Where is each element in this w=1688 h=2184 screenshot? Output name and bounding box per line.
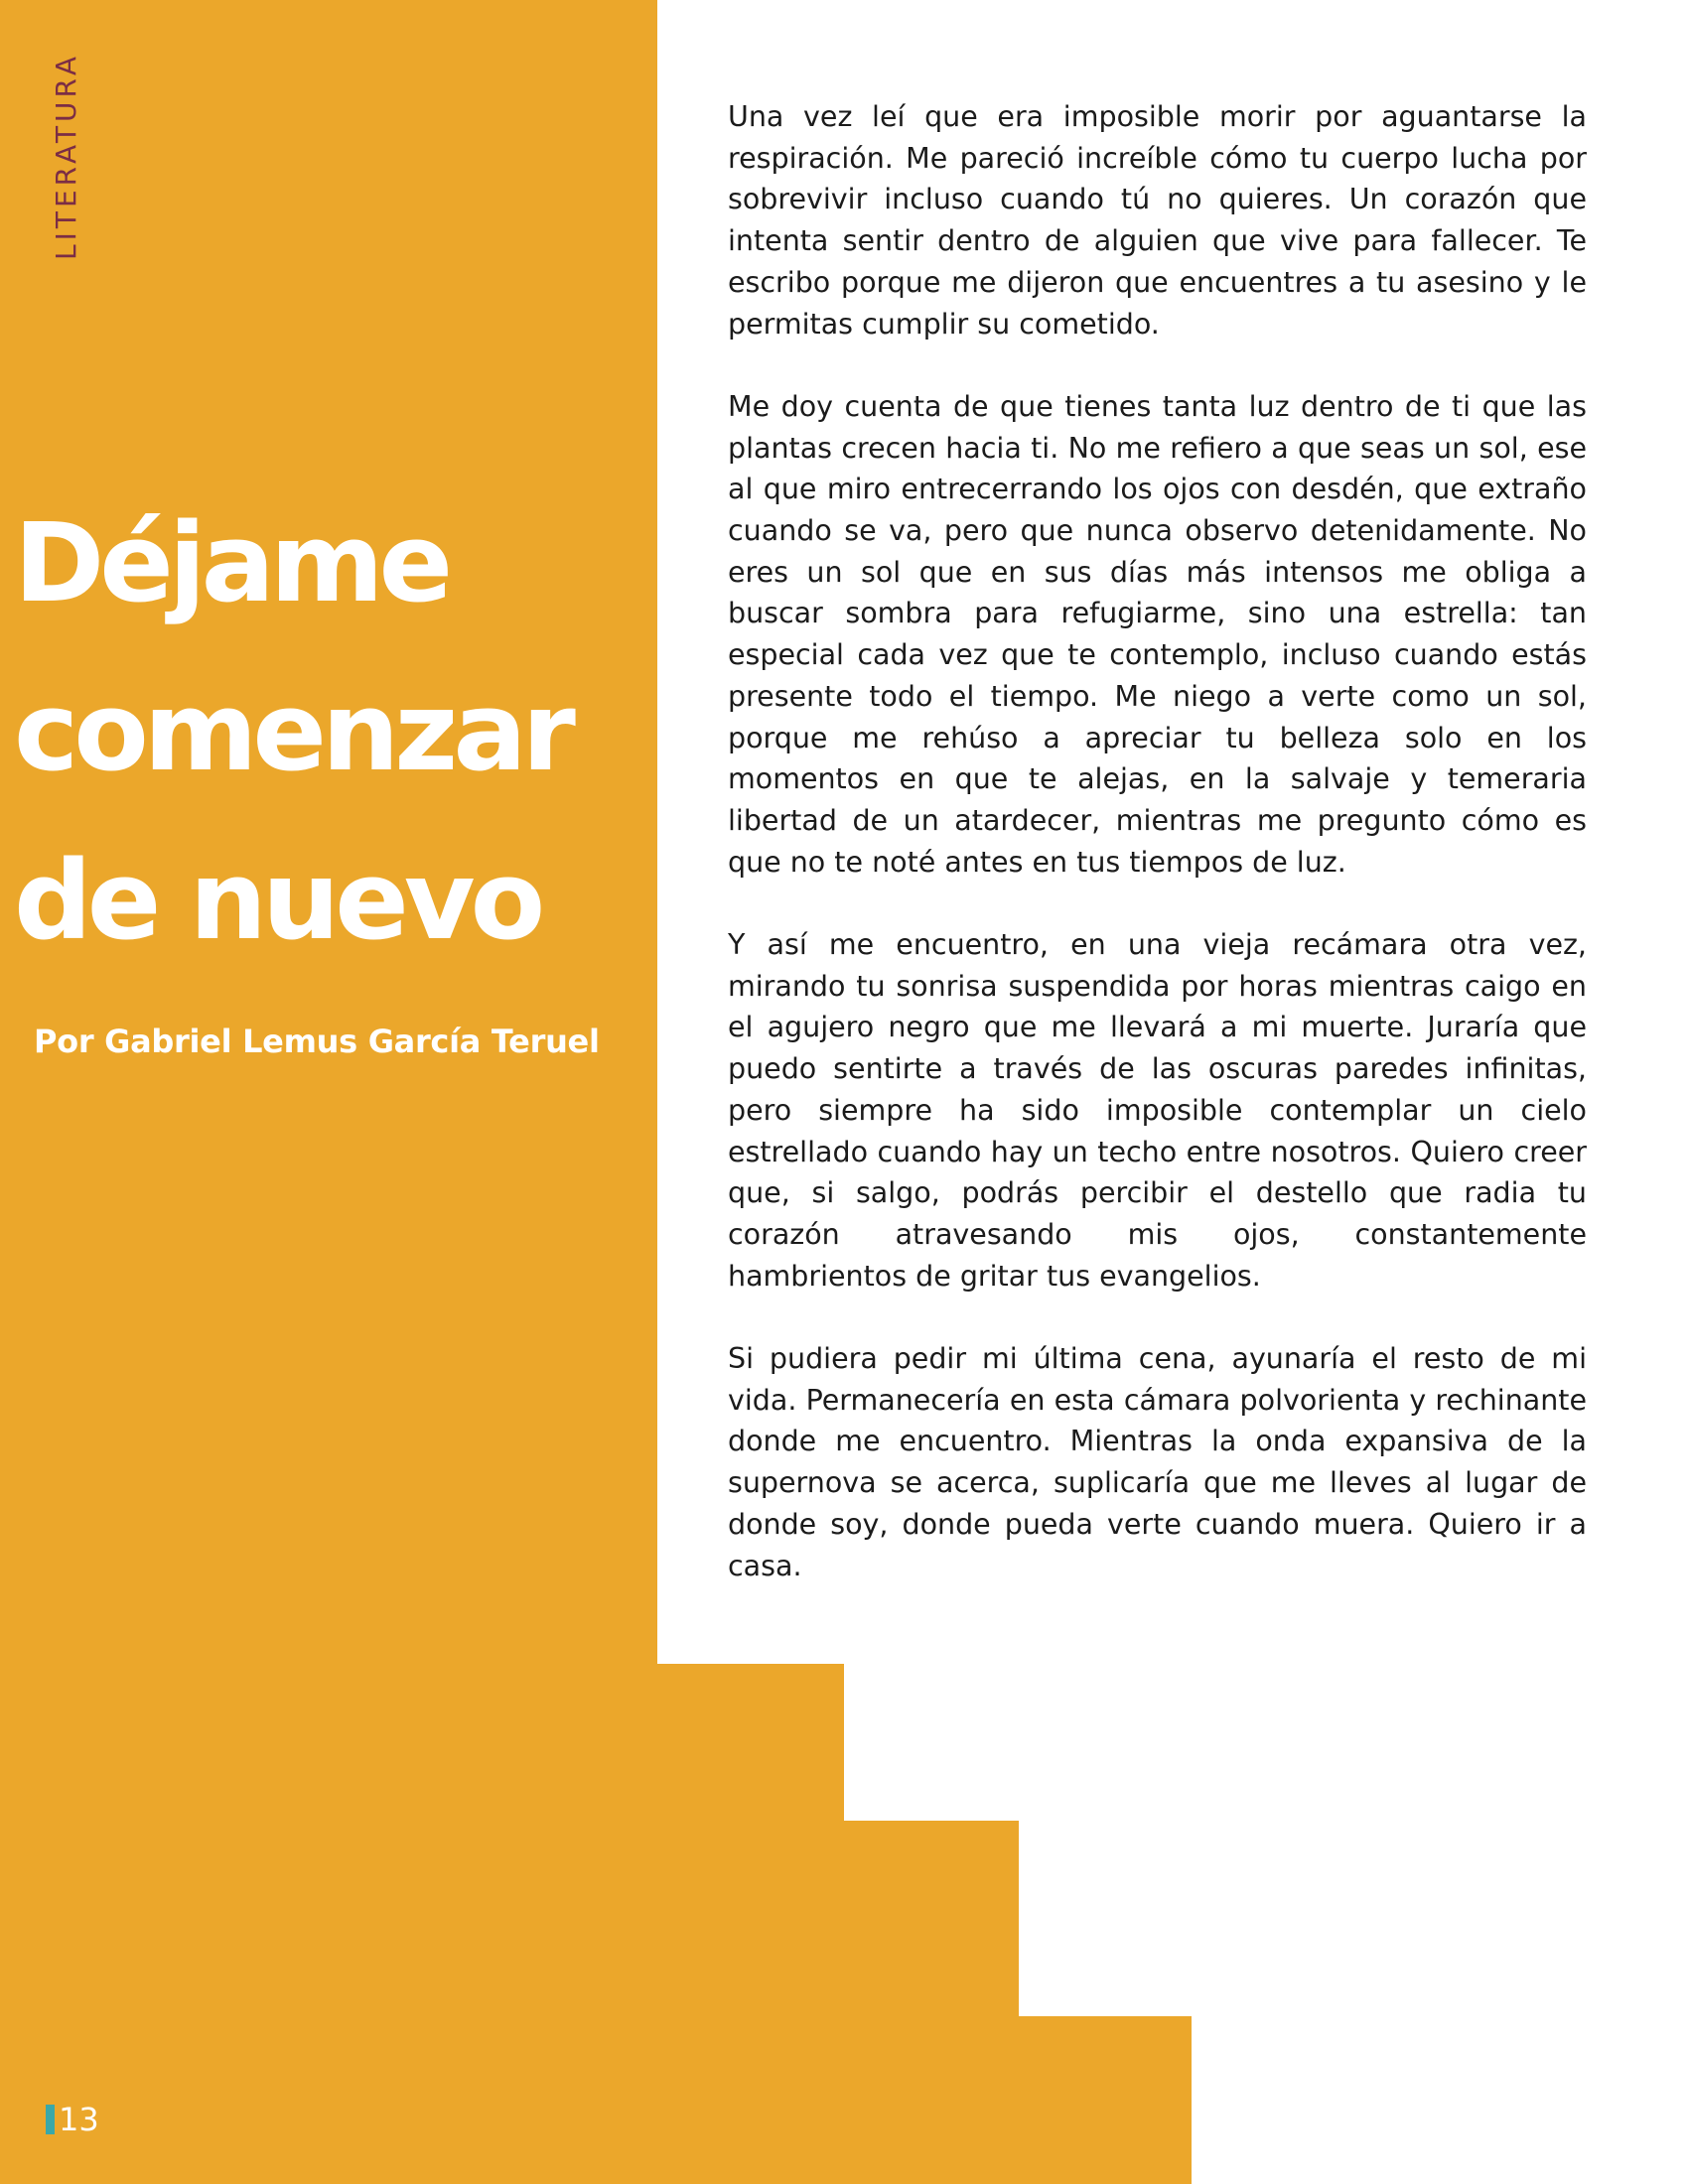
title-line: Déjame xyxy=(14,499,449,626)
page-number-text: 13 xyxy=(59,2101,99,2138)
paragraph: Si pudiera pedir mi última cena, ayunaría el resto de mi vida. Permanecería en esta cámara polvorienta y rechinante donde me encuentro. Mientras la onda expansiva de la supernova se acerca, suplicaría que me lleves al lugar de donde soy, donde pueda verte cuando muera. Quiero ir a casa. xyxy=(728,1342,1587,1582)
page-number xyxy=(46,2101,99,2138)
page-marker-bar xyxy=(46,2105,55,2134)
article-body xyxy=(728,96,1587,1628)
paragraph: Me doy cuenta de que tienes tanta luz dentro de ti que las plantas crecen hacia ti. No me refiero a que seas un sol, ese al que miro entrecerrando los ojos con desdén, que extraño cuando se va, pero que nunca observo detenidamente. No eres un sol que en sus días más intensos me obliga a buscar sombra para refugiarme, sino una estrella: tan especial cada vez que te contemplo, incluso cuando estás presente todo el tiempo. Me niego a verte como un sol, porque me rehúso a apreciar tu belleza solo en los momentos en que te alejas, en la salvaje y temeraria libertad de un atardecer, mientras me pregunto cómo es que no te noté antes en tus tiempos de luz. xyxy=(728,389,1587,879)
paragraph: Y así me encuentro, en una vieja recámara otra vez, mirando tu sonrisa suspendida por horas mientras caigo en el agujero negro que me llevará a mi muerte. Juraría que puedo sentirte a través de las oscuras paredes infinitas, pero siempre ha sido imposible contemplar un cielo estrellado cuando hay un techo entre nosotros. Quiero creer que, si salgo, podrás percibir el destello que radia tu corazón atravesando mis ojos, constantemente hambrientos de gritar tus evangelios. xyxy=(728,928,1587,1293)
paragraph: Una vez leí que era imposible morir por aguantarse la respiración. Me pareció increíble cómo tu cuerpo lucha por sobrevivir incluso cuando tú no quieres. Un corazón que intenta sentir dentro de alguien que vive para fallecer. Te escribo porque me dijeron que encuentres a tu asesino y le permitas cumplir su cometido. xyxy=(728,100,1587,341)
title-line: de nuevo xyxy=(14,837,541,964)
section-label: LITERATURA xyxy=(50,52,82,260)
title-line: comenzar xyxy=(14,668,571,795)
article-title xyxy=(14,478,659,985)
author-byline: Por Gabriel Lemus García Teruel xyxy=(34,1023,600,1060)
